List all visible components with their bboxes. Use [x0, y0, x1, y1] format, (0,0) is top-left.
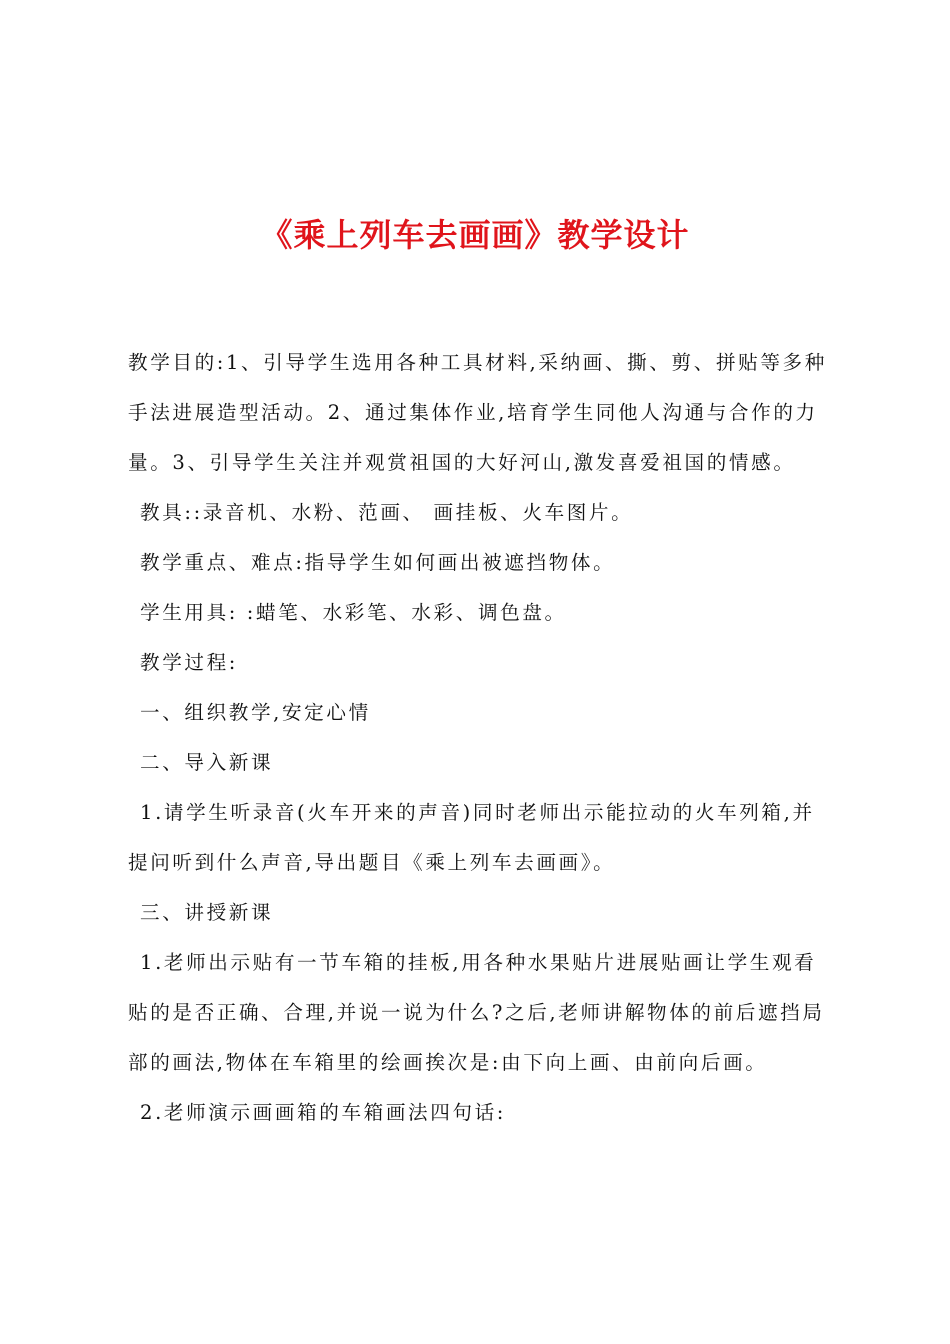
section-heading-3: 三、讲授新课	[140, 901, 274, 924]
paragraph-teaching-tools: 教具::录音机、水粉、范画、 画挂板、火车图片。	[140, 501, 634, 524]
paragraph-key-points: 教学重点、难点:指导学生如何画出被遮挡物体。	[140, 551, 616, 574]
section-heading-2: 二、导入新课	[140, 751, 274, 774]
paragraph-intro-step: 1.请学生听录音(火车开来的声音)同时老师出示能拉动的火车列箱,并提问听到什么声音,导出题目《乘上列车去画画》。	[128, 801, 815, 874]
document-title: 《乘上列车去画画》教学设计	[260, 216, 690, 254]
paragraph-lesson-step-1: 1.老师出示贴有一节车箱的挂板,用各种水果贴片进展贴画让学生观看贴的是否正确、合理,并说一说为什么?之后,老师讲解物体的前后遮挡局部的画法,物体在车箱里的绘画挨次是:由下向上画、由前向后画。	[128, 951, 825, 1074]
paragraph-student-tools: 学生用具: :蜡笔、水彩笔、水彩、调色盘。	[140, 601, 567, 624]
paragraph-process-heading: 教学过程:	[140, 651, 238, 674]
paragraph-lesson-step-2: 2.老师演示画画箱的车箱画法四句话:	[140, 1101, 507, 1124]
section-heading-1: 一、组织教学,安定心情	[140, 701, 371, 724]
document-body	[128, 338, 832, 1138]
paragraph-objectives: 教学目的:1、引导学生选用各种工具材料,采纳画、撕、剪、拼贴等多种手法进展造型活动。2、通过集体作业,培育学生同他人沟通与合作的力量。3、引导学生关注并观赏祖国的大好河山,激发喜爱祖国的情感。	[128, 351, 827, 474]
